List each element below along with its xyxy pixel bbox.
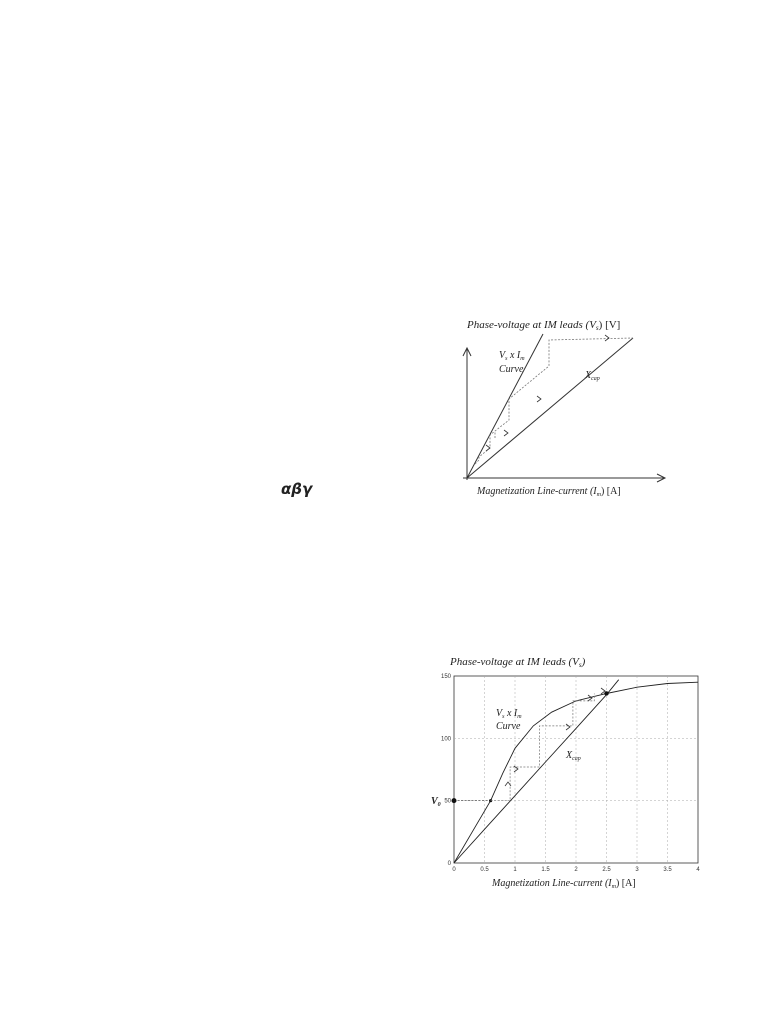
y-tick-label: 100 <box>440 736 451 743</box>
figure-bottom <box>428 650 718 895</box>
x-tick-label: 1 <box>513 867 517 873</box>
figure-top <box>455 310 685 510</box>
x-tick-label: 0 <box>452 867 456 873</box>
x-tick-label: 2.5 <box>602 867 611 873</box>
figure-bottom-title: Phase-voltage at IM leads (Vs) <box>450 656 586 669</box>
figure-top-title: Phase-voltage at IM leads (Vs) [V] <box>467 319 621 332</box>
figure-bottom-curve-label: $V_s$ x $I_m$ <box>496 708 522 720</box>
intersection-point <box>604 691 608 695</box>
figure-top-curve-label-2: Curve <box>499 364 524 375</box>
y-tick-label: 50 <box>444 798 451 805</box>
y-tick-label: 0 <box>447 861 451 867</box>
plot-grid <box>454 676 698 863</box>
figure-top-xcap-label: $X_{cap}$ <box>585 370 600 382</box>
figure-top-xlabel: Magnetization Line-current $(I_m)$ [A] <box>477 486 621 498</box>
xcap-line <box>454 680 619 863</box>
figure-bottom-xcap-label: $X_{cap}$ <box>566 750 581 762</box>
x-tick-label: 3.5 <box>663 867 672 873</box>
x-tick-label: 1.5 <box>541 867 550 873</box>
v0-marker <box>452 798 457 803</box>
x-tick-label: 4 <box>696 867 700 873</box>
greek-symbols: αβγ <box>281 480 313 498</box>
x-tick-label: 3 <box>635 867 639 873</box>
v0-label: $V_0$ <box>431 796 441 808</box>
iteration-arrows <box>505 688 605 786</box>
x-tick-label: 2 <box>574 867 578 873</box>
y-tick-label: 150 <box>440 674 451 680</box>
plot-series <box>452 680 699 863</box>
figure-bottom-xlabel: Magnetization Line-current $(I_m)$ [A] <box>492 878 636 890</box>
xcap-line <box>467 338 633 478</box>
figure-bottom-curve-label-2: Curve <box>496 721 521 732</box>
figure-top-curve-label: $V_s$ x $I_m$ <box>499 350 525 362</box>
x-tick-label: 0.5 <box>480 867 489 873</box>
